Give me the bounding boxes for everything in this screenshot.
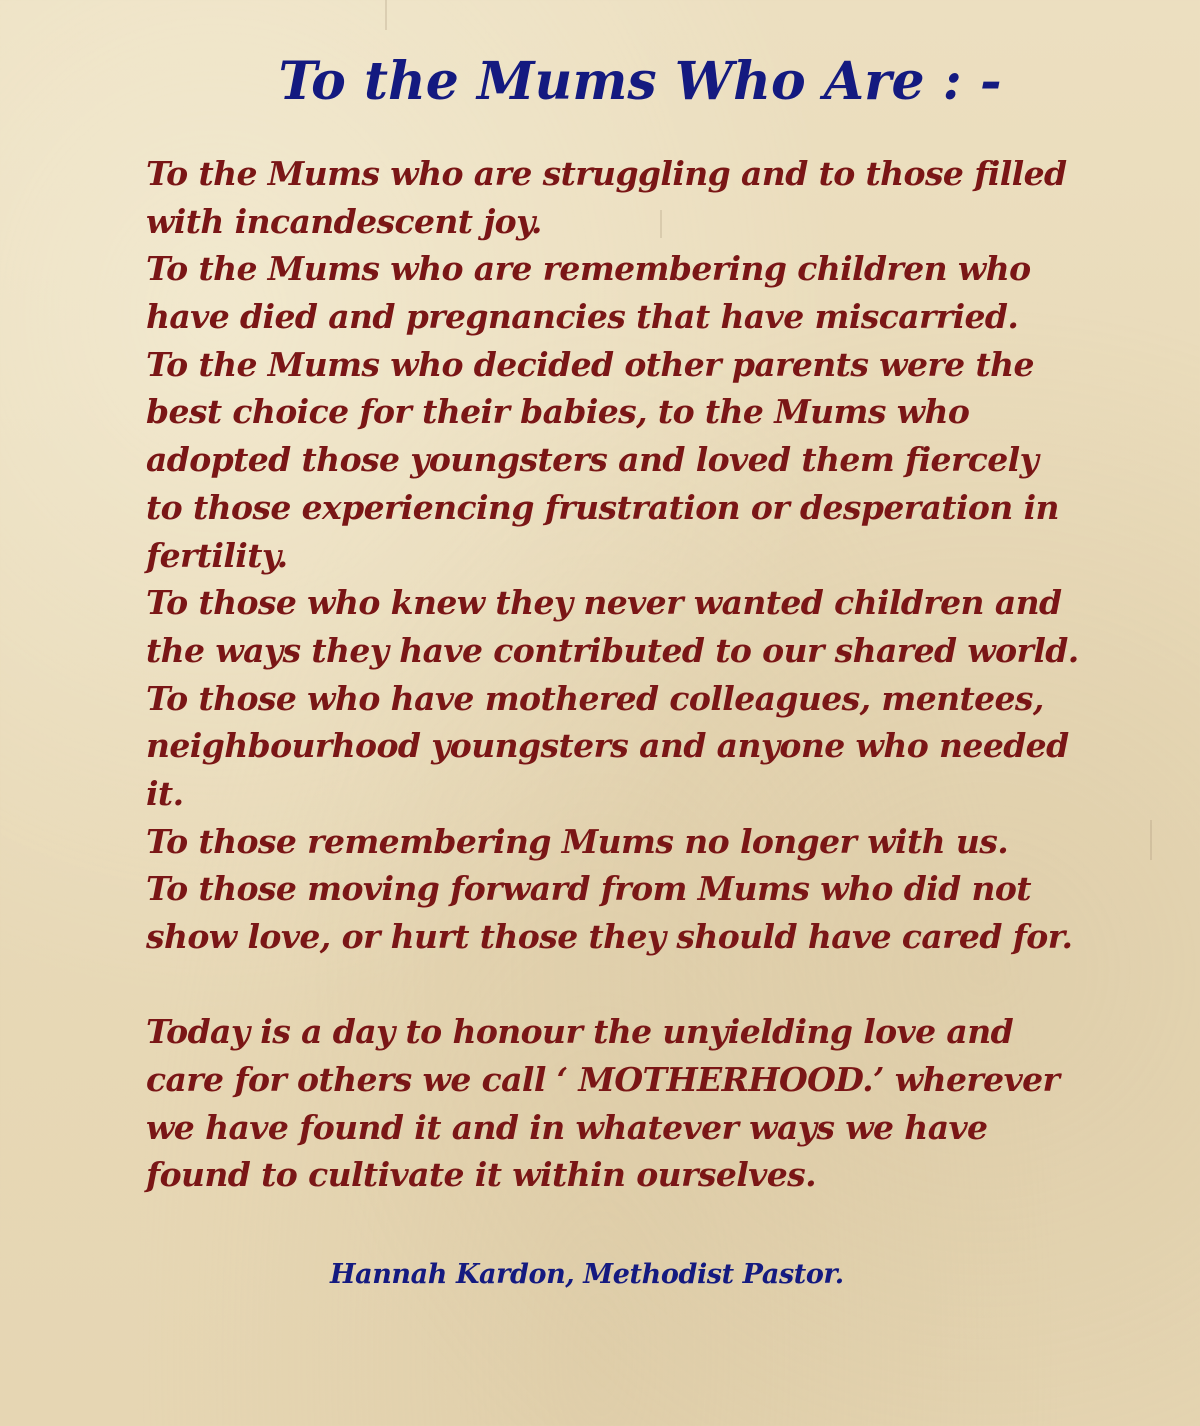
- poem-line: To the Mums who are remembering children who: [146, 249, 1031, 289]
- poem-line: adopted those youngsters and loved them fiercely: [146, 440, 1039, 480]
- poem-line: have died and pregnancies that have miscarried.: [146, 297, 1019, 337]
- poem-line: neighbourhood youngsters and anyone who needed: [146, 726, 1069, 766]
- poem-line: fertility.: [146, 535, 288, 575]
- poem-line: To the Mums who decided other parents were the: [146, 344, 1034, 384]
- poem-line: the ways they have contributed to our shared world.: [146, 630, 1079, 670]
- poem-line: To those moving forward from Mums who did not: [146, 869, 1031, 909]
- poem-body: [146, 150, 1186, 1199]
- poem-line: To the Mums who are struggling and to those filled: [146, 154, 1067, 193]
- poem-line: To those who knew they never wanted children and: [146, 583, 1062, 623]
- poem-line: to those experiencing frustration or desperation in: [146, 487, 1059, 527]
- poem-line: best choice for their babies, to the Mums who: [146, 392, 970, 432]
- stanza-break: [146, 961, 1186, 1009]
- poem-line: with incandescent joy.: [146, 201, 542, 241]
- closing-line: Today is a day to honour the unyielding love and: [146, 1012, 1014, 1052]
- page-title: To the Mums Who Are : -: [278, 51, 1002, 112]
- paper-crease: [385, 0, 387, 30]
- attribution: Hannah Kardon, Methodist Pastor.: [330, 1259, 844, 1290]
- poem-line: To those remembering Mums no longer with us.: [146, 821, 1009, 861]
- closing-line: care for others we call ‘ MOTHERHOOD.’ wherever: [146, 1060, 1060, 1100]
- poem-line: it.: [146, 773, 184, 813]
- poem-line: To those who have mothered colleagues, mentees,: [146, 678, 1044, 718]
- closing-line: we have found it and in whatever ways we have: [146, 1107, 988, 1147]
- closing-line: found to cultivate it within ourselves.: [146, 1155, 816, 1195]
- poem-line: show love, or hurt those they should have cared for.: [146, 917, 1073, 956]
